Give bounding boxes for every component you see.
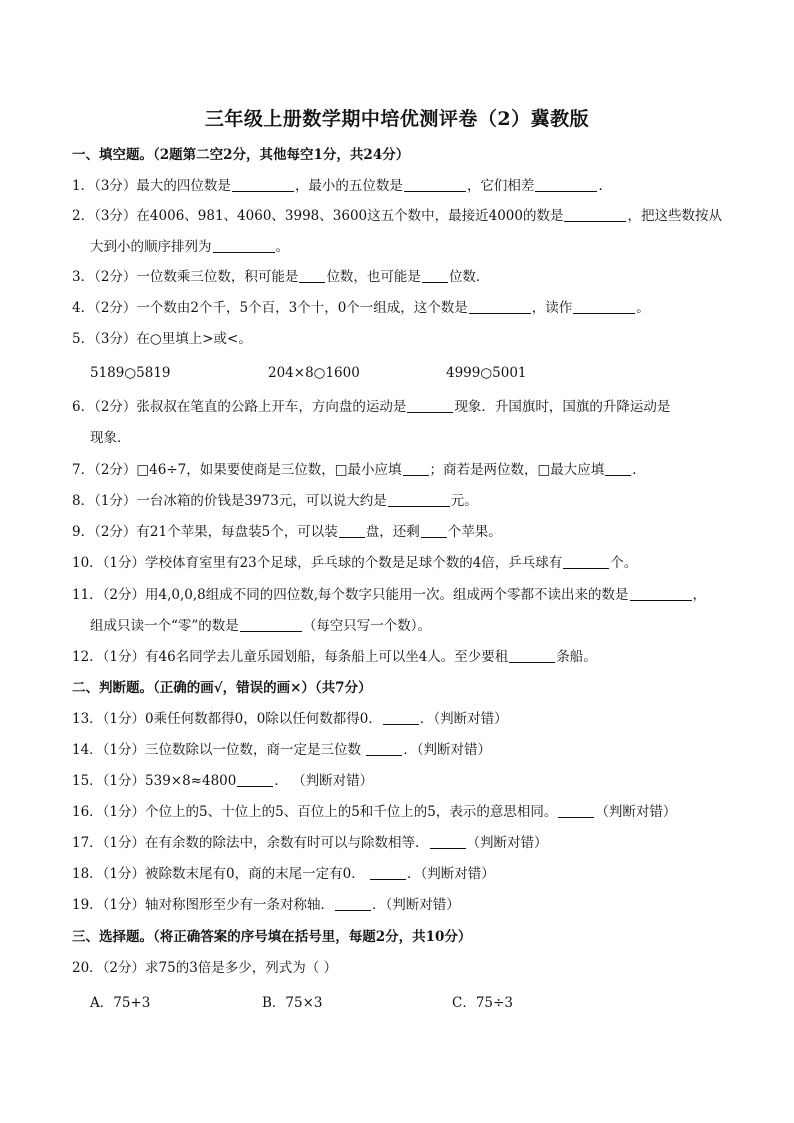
question-6-cont: 现象． xyxy=(90,430,131,446)
answer-blank[interactable] xyxy=(299,268,325,283)
question-12: 12．（1分）有46名同学去儿童乐园划船，每条船上可以坐4人。至少要租 条船。 xyxy=(72,649,597,665)
question-16: 16．（1分）个位上的5、十位上的5、百位上的5和千位上的5，表示的意思相同。 （判断对错） xyxy=(72,804,677,820)
answer-blank[interactable] xyxy=(213,238,275,253)
answer-blank[interactable] xyxy=(388,492,450,507)
page-title: 三年级上册数学期中培优测评卷（2）冀教版 xyxy=(204,108,590,130)
question-17: 17．（1分）在有余数的除法中，余数有时可以与除数相等． （判断对错） xyxy=(72,835,548,851)
answer-blank[interactable] xyxy=(370,865,406,880)
question-8: 8．（1分）一台冰箱的价钱是3973元，可以说大约是 元。 xyxy=(72,493,478,509)
question-7: 7．（2分）□46÷7，如果要使商是三位数，□最小应填 ；商若是两位数，□最大应填 ． xyxy=(72,462,646,478)
question-6: 6．（2分）张叔叔在笔直的公路上开车，方向盘的运动是 现象．升国旗时，国旗的升降运动是 xyxy=(72,399,671,415)
question-1: 1．（3分）最大的四位数是 ，最小的五位数是 ，它们相差 ． xyxy=(72,178,612,194)
answer-blank[interactable] xyxy=(339,523,365,538)
section-multiple-choice: 三、选择题。（将正确答案的序号填在括号里，每题2分，共10分） xyxy=(72,929,472,945)
answer-blank[interactable] xyxy=(430,834,466,849)
answer-blank[interactable] xyxy=(240,617,302,632)
question-11-cont: 组成只读一个“零”的数是 （每空只写一个数）。 xyxy=(90,618,432,634)
answer-blank[interactable] xyxy=(404,177,466,192)
answer-blank[interactable] xyxy=(630,586,692,601)
question-4: 4．（2分）一个数由2个千，5个百，3个十，0个一组成，这个数是 ，读作 。 xyxy=(72,300,650,316)
compare-expression[interactable]: 204×8○1600 xyxy=(268,365,360,381)
answer-blank[interactable] xyxy=(509,648,555,663)
answer-blank[interactable] xyxy=(383,710,419,725)
compare-expression[interactable]: 5189○5819 xyxy=(90,365,171,381)
question-2: 2．（3分）在4006、981、4060、3998、3600这五个数中，最接近4000的数是 ，把这些数按从 xyxy=(72,208,722,224)
choice-a[interactable]: A．75+3 xyxy=(90,995,151,1011)
answer-blank[interactable] xyxy=(469,299,531,314)
answer-blank[interactable] xyxy=(535,177,597,192)
question-9: 9．（2分）有21个苹果，每盘装5个，可以装 盘，还剩 个苹果。 xyxy=(72,524,502,540)
question-2-cont: 大到小的顺序排列为 。 xyxy=(90,239,289,255)
question-13: 13．（1分）0乘任何数都得0，0除以任何数都得0． ．（判断对错） xyxy=(72,711,508,727)
answer-blank[interactable] xyxy=(605,461,631,476)
answer-blank[interactable] xyxy=(403,461,429,476)
question-14: 14．（1分）三位数除以一位数，商一定是三位数 ．（判断对错） xyxy=(72,742,492,758)
answer-blank[interactable] xyxy=(421,523,447,538)
question-19: 19．（1分）轴对称图形至少有一条对称轴． ．（判断对错） xyxy=(72,897,460,913)
choice-c[interactable]: C．75÷3 xyxy=(452,995,513,1011)
choice-b[interactable]: B．75×3 xyxy=(262,995,323,1011)
answer-blank[interactable] xyxy=(366,741,402,756)
answer-blank[interactable] xyxy=(422,268,448,283)
question-10: 10．（1分）学校体育室里有23个足球，乒乓球的个数是足球个数的4倍，乒乓球有 个。 xyxy=(72,555,638,571)
answer-blank[interactable] xyxy=(573,299,635,314)
answer-blank[interactable] xyxy=(563,554,609,569)
question-18: 18．（1分）被除数末尾有0，商的末尾一定有0． ．（判断对错） xyxy=(72,866,495,882)
answer-blank[interactable] xyxy=(407,398,453,413)
answer-blank[interactable] xyxy=(558,803,594,818)
question-5: 5．（3分）在○里填上>或<。 xyxy=(72,331,252,347)
answer-blank[interactable] xyxy=(232,177,294,192)
section-fill-in: 一、填空题。（2题第二空2分，其他每空1分，共24分） xyxy=(72,147,410,163)
question-15: 15．（1分）539×8≈4800 ． （判断对错） xyxy=(72,773,374,789)
answer-blank[interactable] xyxy=(564,207,626,222)
section-true-false: 二、判断题。（正确的画√，错误的画×）（共7分） xyxy=(72,680,372,696)
question-11: 11．（2分）用4,0,0,8组成不同的四位数,每个数字只能用一次。组成两个零都不读出来的数是 ， xyxy=(72,587,707,603)
question-3: 3．（2分）一位数乘三位数，积可能是 位数，也可能是 位数． xyxy=(72,269,490,285)
answer-blank[interactable] xyxy=(237,772,273,787)
question-20: 20．（2分）求75的3倍是多少，列式为（ ） xyxy=(72,960,338,976)
answer-blank[interactable] xyxy=(335,896,371,911)
compare-expression[interactable]: 4999○5001 xyxy=(446,365,527,381)
